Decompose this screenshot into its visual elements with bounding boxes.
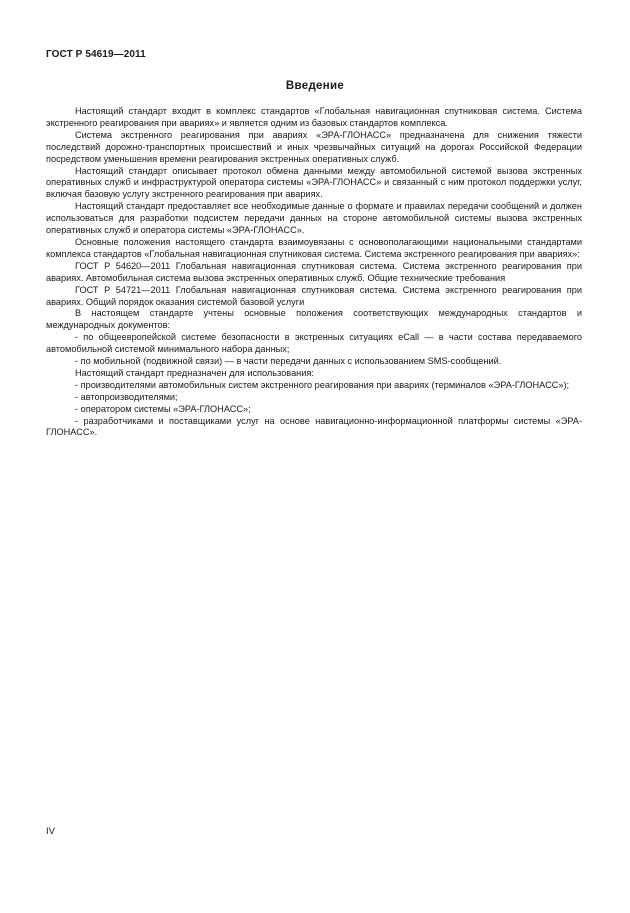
paragraph: В настоящем стандарте учтены основные положения соответствующих международных стандартов и международных документов:: [46, 308, 582, 331]
paragraph: Настоящий стандарт описывает протокол обмена данными между автомобильной системой вызова экстренных оперативных служб и инфраструктурой оператора системы «ЭРА-ГЛОНАСС» и связанный с ним протокол поддержки услуг, включая базовую услугу экстренного реагирования при авариях.: [46, 165, 582, 200]
section-title: Введение: [285, 80, 345, 92]
document-header: ГОСТ Р 54619—2011: [46, 49, 146, 60]
list-item: - по общеевропейской системе безопасности в экстренных ситуациях eCall — в части состава передаваемого автомобильной системой минимального набора данных;: [46, 332, 582, 355]
paragraph: Настоящий стандарт предоставляет все необходимые данные о формате и правилах передачи сообщений и должен использоваться для разработки подсистем передачи данных на стороне автомобильной системы вызова экстренных оперативных служб и оператора системы «ЭРА-ГЛОНАСС».: [46, 201, 582, 236]
paragraph: Система экстренного реагирования при авариях «ЭРА-ГЛОНАСС» предназначена для снижения тяжести последствий дорожно-транспортных происшествий и иных чрезвычайных ситуаций на дорогах Российской Федерации посредством уменьшения времени реагирования экстренных оперативных служб.: [46, 129, 582, 164]
paragraph: Основные положения настоящего стандарта взаимоувязаны с основополагающими национальными стандартами комплекса стандартов «Глобальная навигационная спутниковая система. Система экстренного реагирования при авариях»:: [46, 236, 582, 259]
list-item: - производителями автомобильных систем экстренного реагирования при авариях (терминалов «ЭРА-ГЛОНАСС»);: [75, 379, 570, 390]
body-text: [46, 106, 582, 439]
paragraph: Настоящий стандарт входит в комплекс стандартов «Глобальная навигационная спутниковая система. Система экстренного реагирования при авариях» и является одним из базовых стандартов комплекса.: [46, 106, 582, 128]
list-item: - оператором системы «ЭРА-ГЛОНАСС»;: [75, 403, 251, 414]
paragraph: ГОСТ Р 54620—2011 Глобальная навигационная спутниковая система. Система экстренного реагирования при авариях. Автомобильная система вызова экстренных оперативных служб. Общие технические требования: [46, 260, 582, 283]
page-number: IV: [46, 826, 55, 837]
paragraph: ГОСТ Р 54721—2011 Глобальная навигационная спутниковая система. Система экстренного реагирования при авариях. Общий порядок оказания системой базовой услуги: [46, 284, 582, 307]
list-item: - разработчиками и поставщиками услуг на основе навигационно-информационной платформы системы «ЭРА-ГЛОНАСС».: [46, 415, 582, 438]
list-item: - автопроизводителями;: [75, 391, 178, 402]
paragraph: Настоящий стандарт предназначен для использования:: [75, 367, 314, 378]
list-item: - по мобильной (подвижной связи) — в части передачи данных с использованием SMS-сообщений.: [75, 356, 502, 367]
